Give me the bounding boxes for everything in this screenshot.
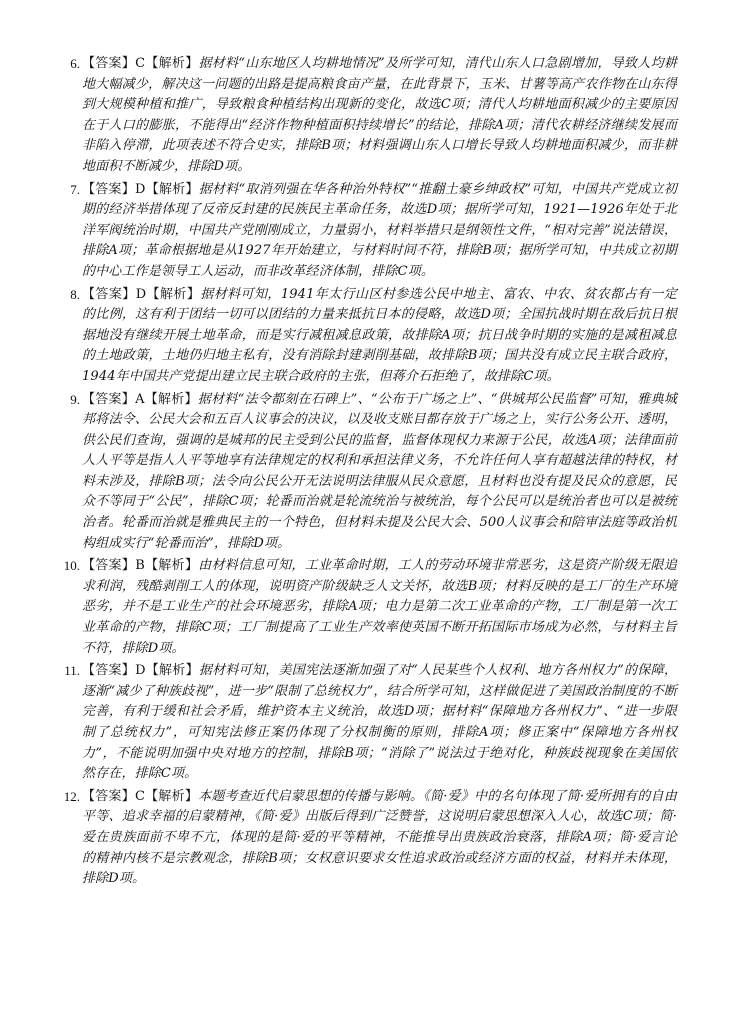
answer-label: 【答案】C【解析】 bbox=[82, 788, 199, 804]
explanation-text: 由材料信息可知，工业革命时期，工人的劳动环境非常恶劣，这是资产阶级无限追求利润，残酷剥削工人的体现，说明资产阶级缺乏人文关怀，故选B项；材料反映的是工厂的生产环境恶劣，并不是工业生产的社会环境恶劣，排除A项；电力是第二次工业革命的产物，工厂制是第一次工业革命的产物，排除C项；工厂制提高了工业生产效率使英国不断开拓国际市场成为必然，与材料主旨不符，排除D项。 bbox=[82, 558, 678, 656]
answer-item bbox=[64, 54, 677, 178]
question-number: 11. bbox=[64, 663, 80, 679]
answer-explanation bbox=[82, 285, 677, 388]
explanation-text: 据材料可知，1941年太行山区村参选公民中地主、富农、中农、贫农都占有一定的比例，这有利于团结一切可以团结的力量来抵抗日本的侵略，故选D项；全国抗战时期在敌后抗日根据地没有继续开展土地革命，而是实行减租减息政策，故排除A项；抗日战争时期的实施的是减租减息的土地政策，土地仍归地主私有，没有消除封建剥削基础，故排除B项；国共没有成立民主联合政府，1944年中国共产党提出建立民主联合政府的主张，但蒋介石拒绝了，故排除C项。 bbox=[82, 286, 677, 384]
question-number: 9. bbox=[70, 391, 80, 407]
answer-label: 【答案】D【解析】 bbox=[82, 663, 199, 679]
explanation-text: 据材料“取消列强在华各种治外特权”“推翻土豪乡绅政权”可知，中国共产党成立初期的经济举措体现了反帝反封建的民族民主革命任务，故选D项；据所学可知，1921—1926年处于北洋军阀统治时期，中国共产党刚刚成立，力量弱小，材料举措只是纲领性文件，“相对完善”说法错误，排除A项；革命根据地是从1927年开始建立，与材料时间不符，排除B项；据所学可知，中共成立初期的中心工作是领导工人运动，而非改革经济体制，排除C项。 bbox=[82, 181, 677, 279]
answer-label: 【答案】D【解析】 bbox=[82, 181, 199, 197]
explanation-text: 本题考查近代启蒙思想的传播与影响。《简·爱》中的名句体现了简·爱所拥有的自由平等、追求幸福的启蒙精神，《简·爱》出版后得到广泛赞誉，这说明启蒙思想深入人心，故选C项；简·爱在贵族面前不卑不亢，体现的是简·爱的平等精神，不能推导出贵族政治衰落，排除A项；简·爱言论的精神内核不是宗教观念，排除B项；女权意识要求女性追求政治或经济方面的权益，材料并未体现，排除D项。 bbox=[82, 788, 678, 887]
answer-explanation bbox=[82, 661, 677, 785]
answer-item bbox=[64, 285, 677, 388]
answer-explanation bbox=[82, 390, 677, 555]
answer-explanation bbox=[82, 54, 677, 178]
explanation-text: 据材料可知，美国宪法逐渐加强了对“人民某些个人权利、地方各州权力”的保障，逐渐“减少了种族歧视”，进一步“限制了总统权力”，结合所学可知，这样做促进了美国政治制度的不断完善，有利于缓和社会矛盾，维护资本主义统治，故选D项；据材料“保障地方各州权力”、“进一步限制了总统权力”，可知宪法修正案仍体现了分权制衡的原则，排除A项；修正案中“保障地方各州权力”，不能说明加强中央对地方的控制，排除B项；“消除了”说法过于绝对化，种族歧视现象在美国依然存在，排除C项。 bbox=[82, 663, 678, 782]
answer-explanation bbox=[82, 556, 677, 659]
question-number: 8. bbox=[70, 286, 80, 302]
answer-explanation bbox=[82, 787, 677, 890]
answer-label: 【答案】C【解析】 bbox=[82, 56, 199, 71]
answer-label: 【答案】D【解析】 bbox=[82, 286, 201, 302]
answer-label: 【答案】B【解析】 bbox=[82, 558, 199, 574]
answer-item bbox=[64, 787, 677, 890]
answer-list bbox=[64, 54, 677, 890]
answer-item bbox=[64, 661, 677, 785]
answer-item bbox=[64, 556, 677, 659]
explanation-text: 据材料“山东地区人均耕地情况”及所学可知，清代山东人口急剧增加，导致人均耕地大幅减少，解决这一问题的出路是提高粮食亩产量，在此背景下，玉米、甘薯等高产农作物在山东得到大规模种植和推广，导致粮食种植结构出现新的变化，故选C项；清代人均耕地面积减少的主要原因在于人口的膨胀，不能得出“经济作物种植面积持续增长”的结论，排除A项；清代农耕经济继续发展而非陷入停滞，此项表述不符合史实，排除B项；材料强调山东人口增长导致人均耕地面积减少，而非耕地面积不断减少，排除D项。 bbox=[82, 56, 677, 174]
answer-label: 【答案】A【解析】 bbox=[82, 391, 198, 407]
explanation-text: 据材料“法令都刻在石碑上”、“公布于广场之上”、“供城邦公民监督”可知，雅典城邦将法令、公民大会和五百人议事会的决议，以及收支账目都存放于广场之上，实行公务公开、透明，供公民们查询，强调的是城邦的民主受到公民的监督，监督体现权力来源于公民，故选A项；法律面前人人平等是指人人平等地享有法律规定的权利和承担法律义务，不允许任何人享有超越法律的特权，材料未涉及，排除B项；法令向公民公开无法说明法律服从民众意愿，且材料也没有提及民众的意愿，民众不等同于“公民”，排除C项；轮番而治就是轮流统治与被统治，每个公民可以是统治者也可以是被统治者。轮番而治就是雅典民主的一个特色，但材料未提及公民大会、500人议事会和陪审法庭等政治机构组成实行“轮番而治”，排除D项。 bbox=[82, 391, 677, 551]
answer-explanation bbox=[82, 180, 677, 283]
question-number: 12. bbox=[63, 788, 80, 804]
answer-item bbox=[64, 180, 677, 283]
question-number: 7. bbox=[70, 181, 80, 197]
answer-item bbox=[64, 390, 677, 555]
question-number: 6. bbox=[70, 56, 80, 71]
question-number: 10. bbox=[63, 558, 80, 574]
